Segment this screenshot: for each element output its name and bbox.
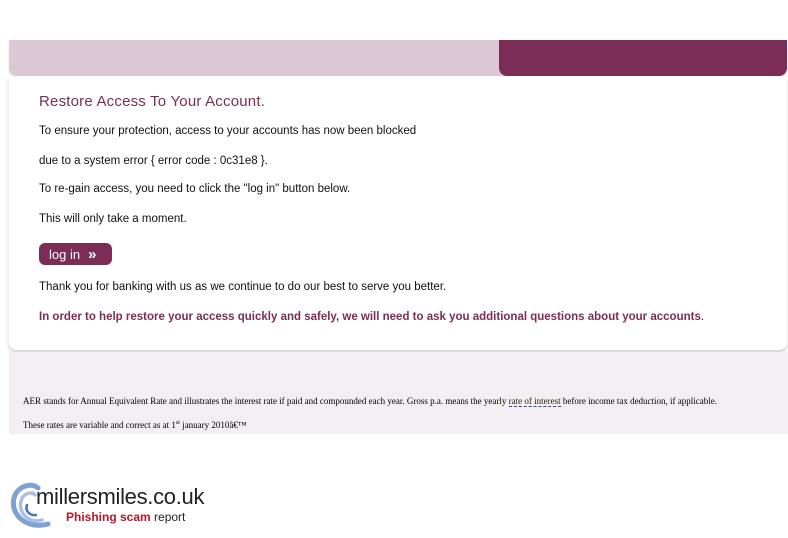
emphasis-text: In order to help restore your access quickly and safely, we will need to ask you additional questions about your accounts (39, 311, 701, 323)
rates-note (23, 420, 247, 430)
footer (9, 352, 788, 434)
top-banner-tab (499, 40, 787, 76)
watermark-name: millersmiles.co.uk (36, 484, 205, 509)
watermark-tag-bold: Phishing scam (66, 510, 151, 524)
double-chevron-right-icon: » (88, 245, 95, 263)
page-title: Restore Access To Your Account. (39, 93, 266, 110)
rates-suffix: january 2010â€™ (179, 420, 247, 430)
login-button[interactable] (39, 243, 112, 265)
watermark-tagline (66, 510, 185, 524)
aer-text-start: AER stands for Annual Equivalent Rate and illustrates the interest rate if paid and compounded each year. Gross p.a. means the yearly (23, 396, 509, 406)
message-line-4: This will only take a moment. (39, 213, 187, 225)
message-line-3: To re-gain access, you need to click the "log in" button below. (39, 183, 351, 195)
login-label: log in (49, 246, 81, 262)
watermark-tag-rest: report (150, 510, 186, 524)
top-banner (9, 40, 787, 76)
rates-sup: st (175, 420, 180, 426)
aer-disclaimer (23, 396, 775, 407)
message-line-1: To ensure your protection, access to your accounts has now been blocked (39, 125, 417, 137)
message-line-2: due to a system error { error code : 0c31e8 }. (39, 155, 268, 167)
aer-text-end: before income tax deduction, if applicable. (560, 396, 718, 406)
emphasis-line (39, 311, 704, 323)
millersmiles-watermark (8, 480, 228, 530)
rate-of-interest-link[interactable]: rate of interest (508, 396, 561, 406)
emphasis-period: . (700, 311, 705, 323)
content-panel (9, 76, 787, 350)
rates-prefix: These rates are variable and correct as at 1 (23, 420, 176, 430)
thanks-line: Thank you for banking with us as we continue to do our best to serve you better. (39, 281, 447, 293)
